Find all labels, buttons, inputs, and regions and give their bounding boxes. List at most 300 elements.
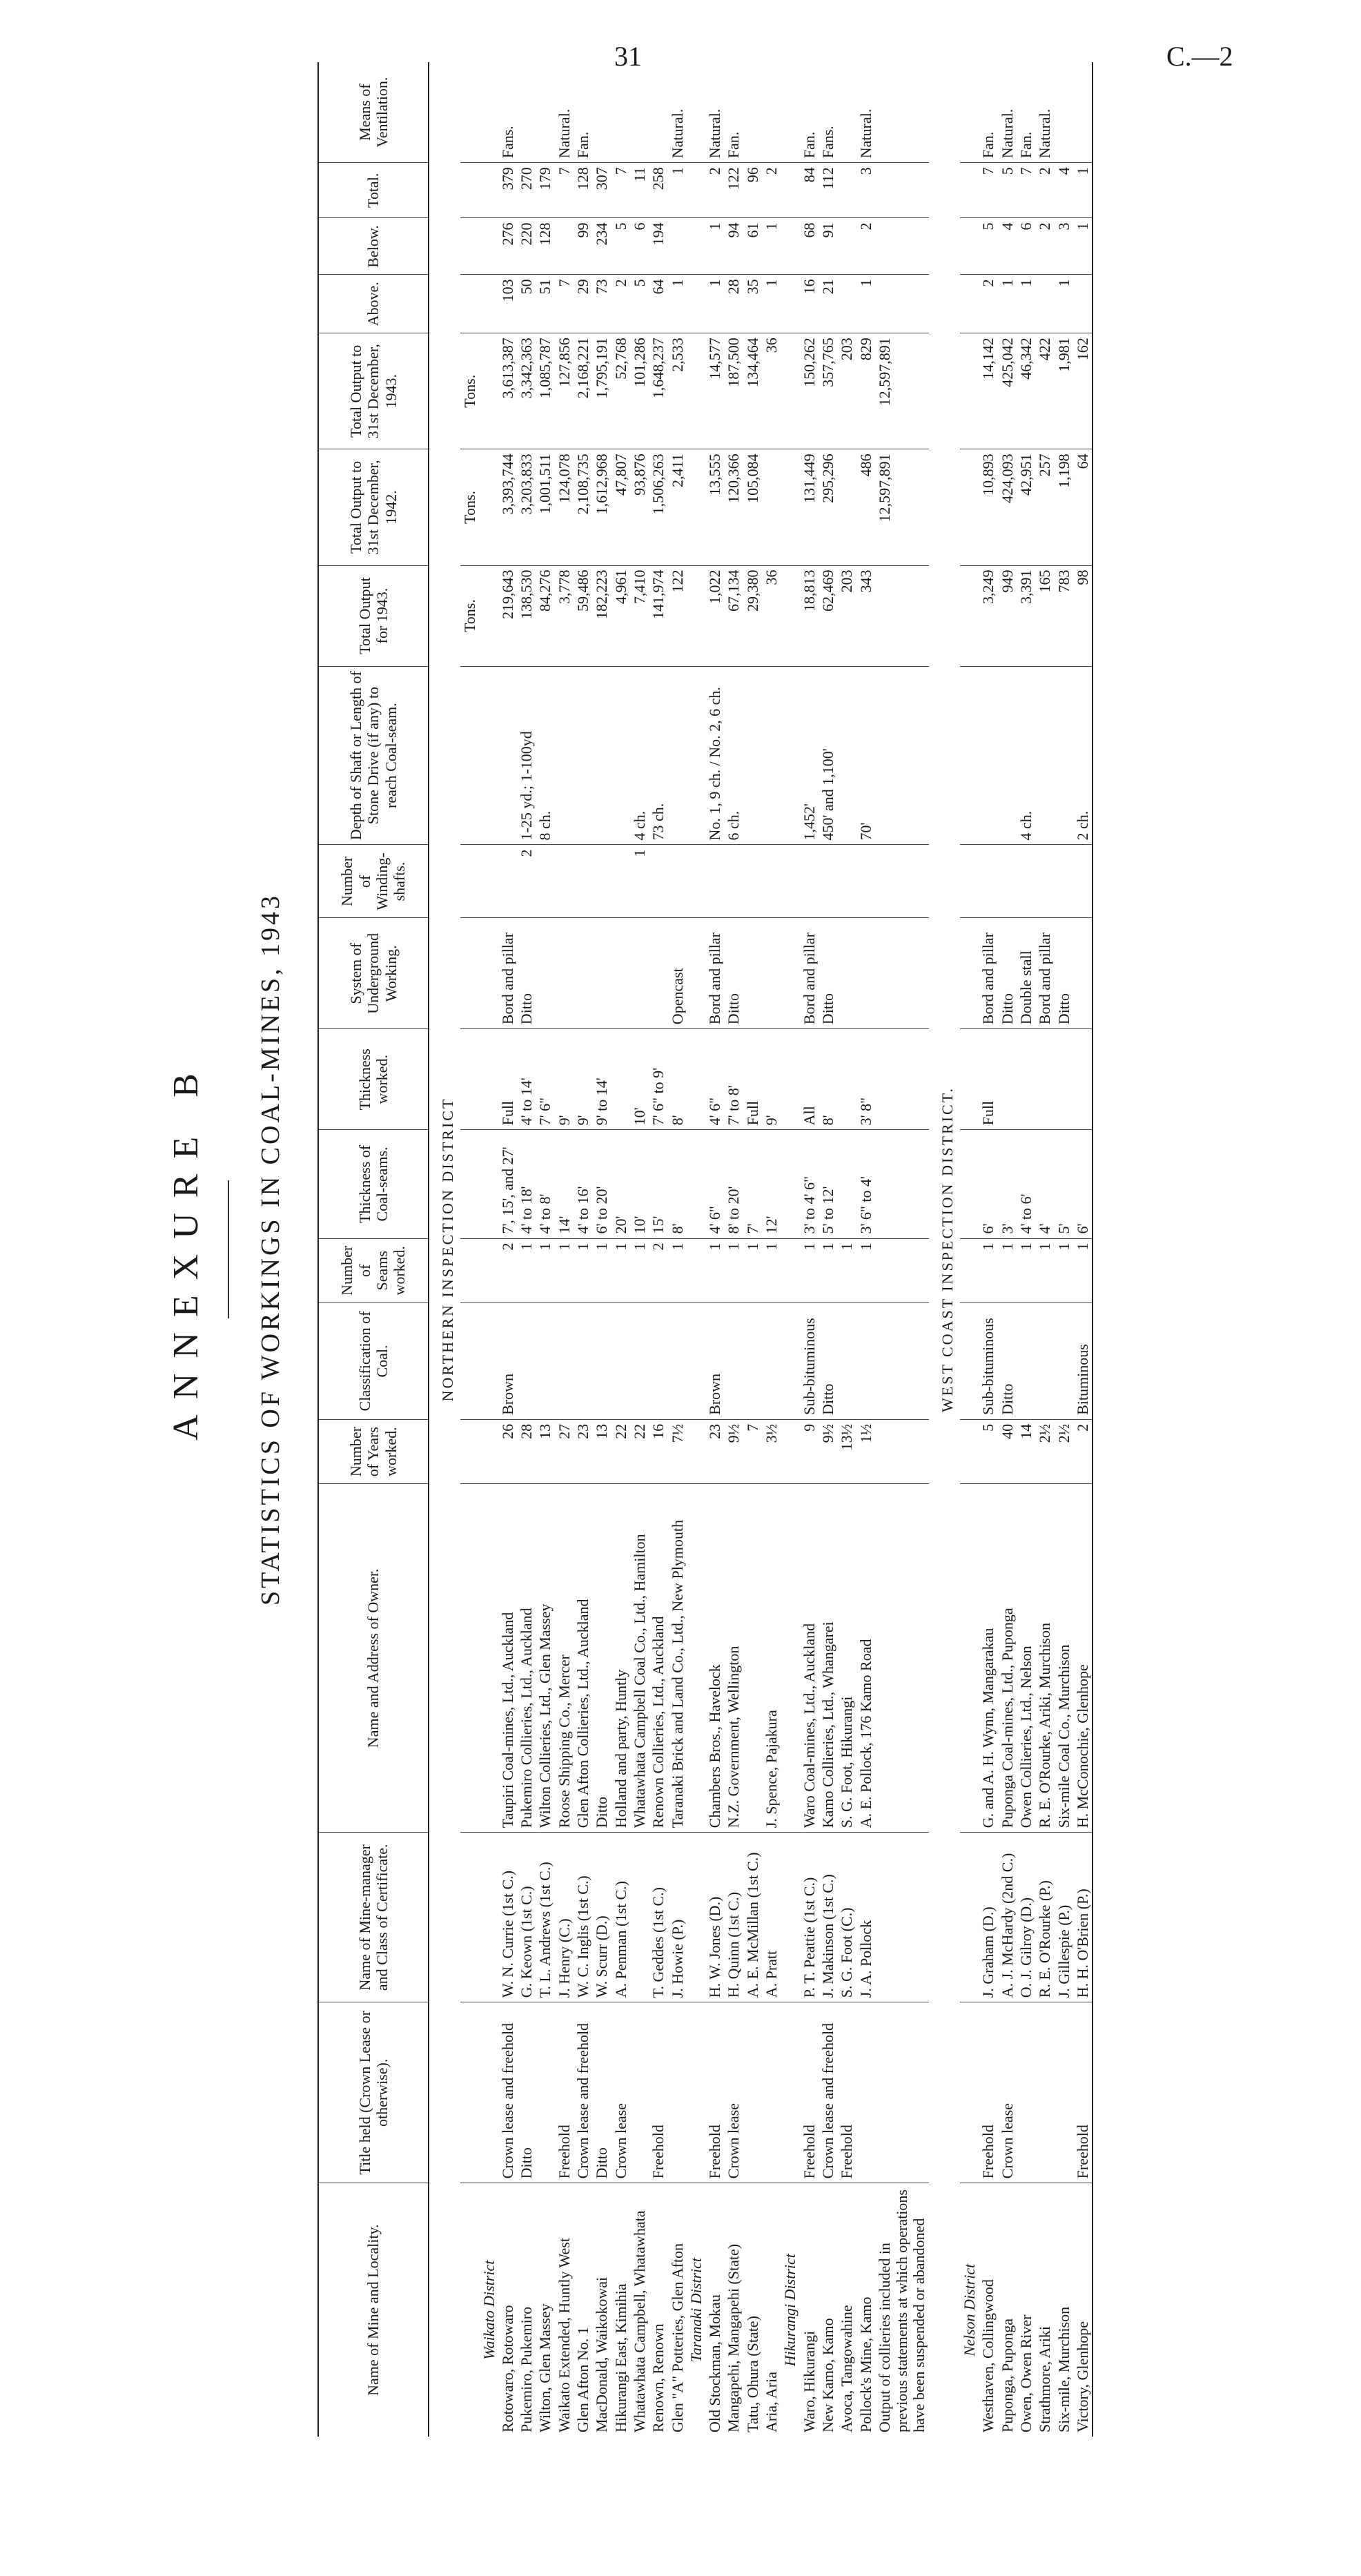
table-cell: [875, 1419, 929, 1484]
table-cell: 2: [705, 163, 724, 218]
table-cell: [743, 845, 762, 918]
table-cell: 379: [498, 163, 517, 218]
table-cell: [1055, 845, 1073, 918]
table-cell: [819, 845, 837, 918]
table-cell: Westhaven, Collingwood: [979, 2279, 997, 2432]
table-header-row: [318, 62, 429, 2437]
table-cell: 7: [743, 1419, 762, 1484]
table-cell: [630, 62, 649, 163]
table-cell: H. Quinn (1st C.): [724, 1833, 743, 2002]
table-cell: 6' to 20': [592, 1130, 611, 1238]
table-cell: 29: [574, 275, 592, 333]
col-header-total: Total.: [318, 163, 429, 218]
table-cell: 2½: [1035, 1419, 1054, 1484]
table-cell: 26: [498, 1419, 517, 1484]
empty-cell: [460, 1484, 479, 1833]
table-cell: 1: [1073, 163, 1093, 218]
table-cell: 1½: [856, 1419, 875, 1484]
table-cell: 35: [743, 275, 762, 333]
table-cell: 1,001,511: [536, 449, 554, 565]
table-cell: Six-mile, Murchison: [1055, 2306, 1073, 2432]
table-cell: Natural.: [668, 62, 687, 163]
table-cell: 46,342: [1017, 333, 1035, 449]
table-cell: 7,410: [630, 565, 649, 666]
table-cell: 150,262: [800, 333, 819, 449]
table-cell: Natural.: [555, 62, 574, 163]
table-cell: Opencast: [668, 918, 687, 1029]
table-cell: 829: [856, 333, 875, 449]
table-cell: [1073, 918, 1093, 1029]
table-cell: 4' to 14': [517, 1029, 536, 1130]
table-cell: 122: [668, 565, 687, 666]
table-row: [856, 62, 875, 2437]
table-cell: Puponga, Puponga: [998, 2319, 1016, 2432]
table-cell: Freehold: [837, 2002, 856, 2183]
table-cell: 1: [762, 1238, 781, 1303]
table-cell: Fan.: [724, 62, 743, 163]
table-cell: [743, 1303, 762, 1420]
col-header-shafts: Number of Winding-shafts.: [318, 845, 429, 918]
table-cell: 220: [517, 218, 536, 275]
table-cell: 1: [800, 1238, 819, 1303]
table-cell: [875, 1303, 929, 1420]
table-cell: Bord and pillar: [1035, 918, 1054, 1029]
table-cell: [630, 2002, 649, 2183]
table-cell: [611, 845, 630, 918]
table-row: [555, 62, 574, 2437]
table-cell: 70': [856, 666, 875, 845]
table-cell: 1: [630, 1238, 649, 1303]
table-cell: 36: [762, 565, 781, 666]
table-cell: 11: [630, 163, 649, 218]
table-cell: 7: [555, 275, 574, 333]
empty-cell: [781, 333, 799, 449]
table-cell: 12,597,891: [875, 333, 929, 449]
empty-cell: [460, 275, 479, 333]
table-cell: [875, 163, 929, 218]
table-cell: Ditto: [592, 2002, 611, 2183]
table-cell: 1: [574, 1238, 592, 1303]
table-cell: 1,198: [1055, 449, 1073, 565]
table-cell: 13: [592, 1419, 611, 1484]
table-cell: 1,981: [1055, 333, 1073, 449]
table-cell: Brown: [705, 1303, 724, 1420]
table-cell: 12,597,891: [875, 449, 929, 565]
table-cell: 219,643: [498, 565, 517, 666]
table-cell: Old Stockman, Mokau: [706, 2294, 724, 2432]
table-cell: Natural.: [998, 62, 1017, 163]
table-cell: 187,500: [724, 333, 743, 449]
table-cell: N.Z. Government, Wellington: [724, 1484, 743, 1833]
col-header-seam-thickness: Thickness of Coal-seams.: [318, 1130, 429, 1238]
table-cell: [837, 1303, 856, 1420]
table-cell: Crown lease and freehold: [574, 2002, 592, 2183]
table-cell: [800, 845, 819, 918]
table-cell: Sub-bituminous: [800, 1303, 819, 1420]
table-cell: 7½: [668, 1419, 687, 1484]
empty-cell: [960, 333, 979, 449]
table-cell: Waro Coal-mines, Ltd., Auckland: [800, 1484, 819, 1833]
table-cell: [837, 449, 856, 565]
table-cell: A. E. Pollock, 176 Kamo Road: [856, 1484, 875, 1833]
col-header-below: Below.: [318, 218, 429, 275]
table-cell: 1,452': [800, 666, 819, 845]
table-cell: Fans.: [498, 62, 517, 163]
empty-cell: [480, 2002, 498, 2183]
table-cell: 8 ch.: [536, 666, 554, 845]
table-cell: Natural.: [1035, 62, 1054, 163]
table-cell: 1: [998, 275, 1017, 333]
table-cell: 23: [574, 1419, 592, 1484]
table-cell: 62,469: [819, 565, 837, 666]
table-cell: 131,449: [800, 449, 819, 565]
empty-cell: [687, 275, 705, 333]
empty-cell: [480, 918, 498, 1029]
table-cell: 42,951: [1017, 449, 1035, 565]
table-cell: 27: [555, 1419, 574, 1484]
table-cell: [875, 918, 929, 1029]
table-cell: 94: [724, 218, 743, 275]
table-cell: [611, 62, 630, 163]
table-cell: 1: [998, 1238, 1017, 1303]
table-cell: 99: [574, 218, 592, 275]
table-cell: Glen Afton Collieries, Ltd., Auckland: [574, 1484, 592, 1833]
table-cell: 28: [724, 275, 743, 333]
empty-cell: [460, 918, 479, 1029]
empty-cell: [687, 1303, 705, 1420]
col-header-owner: Name and Address of Owner.: [318, 1484, 429, 1833]
table-cell: 3: [1055, 218, 1073, 275]
table-cell: Freehold: [705, 2002, 724, 2183]
table-cell: [1073, 1029, 1093, 1130]
sub-district-row: [960, 62, 979, 2437]
empty-cell: [960, 275, 979, 333]
table-cell: 18,813: [800, 565, 819, 666]
table-body: [429, 62, 1093, 2437]
table-row: [536, 62, 554, 2437]
table-cell: 1: [517, 1238, 536, 1303]
table-cell: 949: [998, 565, 1017, 666]
table-cell: Bord and pillar: [979, 918, 997, 1029]
table-cell: [1035, 666, 1054, 845]
table-cell: Freehold: [979, 2002, 997, 2183]
table-cell: Renown Collieries, Ltd., Auckland: [649, 1484, 667, 1833]
table-cell: [875, 845, 929, 918]
table-cell: 28: [517, 1419, 536, 1484]
table-cell: 1-25 yd.; 1-100yd: [517, 666, 536, 845]
table-cell: 1: [837, 1238, 856, 1303]
table-cell: Ditto: [998, 1303, 1017, 1420]
table-cell: W. N. Currie (1st C.): [498, 1833, 517, 2002]
table-cell: Freehold: [649, 2002, 667, 2183]
table-row: [819, 62, 837, 2437]
table-row: [800, 62, 819, 2437]
col-header-output-to-1943: Total Output to 31st December, 1943.: [318, 333, 429, 449]
empty-cell: [687, 333, 705, 449]
table-cell: 2,411: [668, 449, 687, 565]
table-cell: 61: [743, 218, 762, 275]
table-cell: 14': [555, 1130, 574, 1238]
table-cell: [875, 218, 929, 275]
table-row: [498, 62, 517, 2437]
empty-cell: [480, 1484, 498, 1833]
empty-cell: [480, 275, 498, 333]
table-cell: 2,168,221: [574, 333, 592, 449]
table-cell: [875, 62, 929, 163]
table-cell: [592, 1303, 611, 1420]
empty-cell: [460, 62, 479, 163]
table-cell: [592, 62, 611, 163]
table-cell: [875, 275, 929, 333]
table-cell: 91: [819, 218, 837, 275]
table-row: [762, 62, 781, 2437]
table-cell: 1: [668, 275, 687, 333]
table-cell: [837, 666, 856, 845]
col-header-seams: Number of Seams worked.: [318, 1238, 429, 1303]
table-cell: [875, 565, 929, 666]
empty-cell: [687, 1833, 705, 2002]
table-cell: 4' 6": [705, 1029, 724, 1130]
table-cell: Sub-bituminous: [979, 1303, 997, 1420]
table-cell: 9': [762, 1029, 781, 1130]
table-cell: Full: [979, 1029, 997, 1130]
table-cell: [574, 845, 592, 918]
table-cell: 1: [630, 845, 649, 918]
district-heading: WEST COAST INSPECTION DISTRICT.: [938, 1086, 956, 1412]
units-cell: Tons.: [460, 565, 479, 666]
empty-cell: [781, 1484, 799, 1833]
empty-cell: [460, 2002, 479, 2183]
table-cell: 3,342,363: [517, 333, 536, 449]
empty-cell: [781, 1303, 799, 1420]
table-cell: [536, 918, 554, 1029]
table-cell: A. E. McMillan (1st C.): [743, 1833, 762, 2002]
table-cell: 22: [611, 1419, 630, 1484]
table-cell: Natural.: [856, 62, 875, 163]
table-cell: G. and A. H. Wynn, Mangarakau: [979, 1484, 997, 1833]
table-cell: 258: [649, 163, 667, 218]
table-cell: 52,768: [611, 333, 630, 449]
table-cell: [498, 845, 517, 918]
table-cell: Crown lease: [998, 2002, 1017, 2183]
empty-cell: [687, 666, 705, 845]
table-cell: Double stall: [1017, 918, 1035, 1029]
table-row: [1017, 62, 1035, 2437]
table-cell: 1,506,263: [649, 449, 667, 565]
table-cell: Owen Collieries, Ltd., Nelson: [1017, 1484, 1035, 1833]
table-cell: Roose Shipping Co., Mercer: [555, 1484, 574, 1833]
table-subtitle: STATISTICS OF WORKINGS IN COAL-MINES, 1943: [256, 893, 285, 1606]
empty-cell: [480, 218, 498, 275]
empty-cell: [687, 1484, 705, 1833]
table-cell: 234: [592, 218, 611, 275]
table-cell: Kamo Collieries, Ltd., Whangarei: [819, 1484, 837, 1833]
table-cell: Owen, Owen River: [1017, 2314, 1035, 2432]
table-cell: 127,856: [555, 333, 574, 449]
empty-cell: [960, 163, 979, 218]
empty-cell: [781, 218, 799, 275]
empty-cell: [460, 1303, 479, 1420]
table-cell: 1: [668, 163, 687, 218]
table-cell: [574, 1303, 592, 1420]
empty-cell: [480, 565, 498, 666]
table-cell: Wilton Collieries, Ltd., Glen Massey: [536, 1484, 554, 1833]
empty-cell: [781, 565, 799, 666]
table-row: [998, 62, 1017, 2437]
table-cell: 4,961: [611, 565, 630, 666]
table-cell: [762, 666, 781, 845]
table-cell: [1055, 62, 1073, 163]
table-cell: J. Gillespie (P.): [1055, 1833, 1073, 2002]
empty-cell: [687, 163, 705, 218]
table-cell: 101,286: [630, 333, 649, 449]
table-cell: 1: [1017, 1238, 1035, 1303]
coal-mines-statistics-table: [317, 62, 1093, 2437]
table-cell: [555, 918, 574, 1029]
empty-cell: [781, 1419, 799, 1484]
table-cell: 6: [630, 218, 649, 275]
table-cell: 50: [517, 275, 536, 333]
table-cell: Ditto: [819, 1303, 837, 1420]
table-cell: 424,093: [998, 449, 1017, 565]
table-cell: [724, 845, 743, 918]
table-cell: [837, 275, 856, 333]
table-cell: [875, 1238, 929, 1303]
table-cell: 64: [649, 275, 667, 333]
table-cell: 47,807: [611, 449, 630, 565]
table-cell: [649, 845, 667, 918]
table-cell: 2: [498, 1238, 517, 1303]
table-cell: O. J. Gilroy (D.): [1017, 1833, 1035, 2002]
page-number: 31: [614, 41, 642, 72]
table-cell: [592, 918, 611, 1029]
table-cell: [555, 845, 574, 918]
table-cell: 93,876: [630, 449, 649, 565]
empty-cell: [960, 1029, 979, 1130]
table-cell: [611, 1303, 630, 1420]
table-cell: 134,464: [743, 333, 762, 449]
table-cell: 1: [555, 1238, 574, 1303]
table-cell: 7: [1017, 163, 1035, 218]
empty-cell: [460, 163, 479, 218]
table-row: [630, 62, 649, 2437]
table-cell: 783: [1055, 565, 1073, 666]
table-cell: [762, 449, 781, 565]
table-cell: [856, 845, 875, 918]
table-cell: [668, 218, 687, 275]
table-cell: 103: [498, 275, 517, 333]
rotated-table-sheet: [152, 62, 1228, 2437]
table-row: [875, 62, 929, 2437]
table-cell: 2 ch.: [1073, 666, 1093, 845]
table-cell: H. H. O'Brien (P.): [1073, 1833, 1093, 2002]
table-cell: Taranaki Brick and Land Co., Ltd., New Plymouth: [668, 1484, 687, 1833]
table-cell: Ditto: [998, 918, 1017, 1029]
empty-cell: [781, 1238, 799, 1303]
table-cell: 3,203,833: [517, 449, 536, 565]
table-row: [517, 62, 536, 2437]
table-cell: 1: [762, 275, 781, 333]
table-cell: Freehold: [555, 2002, 574, 2183]
table-cell: [762, 2002, 781, 2183]
table-cell: Rotowaro, Rotowaro: [498, 2305, 516, 2432]
table-cell: Hikurangi East, Kimihia: [611, 2283, 629, 2432]
table-cell: [649, 1303, 667, 1420]
table-cell: 22: [630, 1419, 649, 1484]
table-cell: Full: [498, 1029, 517, 1130]
table-cell: Renown, Renown: [649, 2323, 667, 2432]
table-cell: [875, 1130, 929, 1238]
table-cell: [762, 845, 781, 918]
table-cell: [668, 1303, 687, 1420]
table-cell: [1035, 2002, 1054, 2183]
table-cell: 4 ch.: [630, 666, 649, 845]
table-cell: 425,042: [998, 333, 1017, 449]
sub-district-row: [781, 62, 799, 2437]
table-cell: 2,108,735: [574, 449, 592, 565]
empty-cell: [960, 1130, 979, 1238]
table-cell: 9': [555, 1029, 574, 1130]
table-cell: Wilton, Glen Massey: [536, 2303, 554, 2432]
table-cell: 450' and 1,100': [819, 666, 837, 845]
table-cell: A. Penman (1st C.): [611, 1833, 630, 2002]
table-cell: 128: [536, 218, 554, 275]
empty-cell: [781, 1130, 799, 1238]
table-cell: T. Geddes (1st C.): [649, 1833, 667, 2002]
table-cell: [592, 666, 611, 845]
table-row: [979, 62, 997, 2437]
table-cell: 295,296: [819, 449, 837, 565]
table-cell: Ditto: [1055, 918, 1073, 1029]
table-row: [611, 62, 630, 2437]
table-cell: 128: [574, 163, 592, 218]
empty-cell: [687, 218, 705, 275]
table-row: [1073, 62, 1093, 2437]
table-cell: Holland and party, Huntly: [611, 1484, 630, 1833]
table-row: [592, 62, 611, 2437]
table-cell: [837, 1130, 856, 1238]
table-cell: 6 ch.: [724, 666, 743, 845]
table-cell: Crown lease and freehold: [819, 2002, 837, 2183]
table-cell: 5: [979, 1419, 997, 1484]
empty-cell: [460, 1130, 479, 1238]
table-cell: 343: [856, 565, 875, 666]
table-cell: Pukemiro, Pukemiro: [518, 2306, 536, 2432]
table-cell: [555, 218, 574, 275]
table-cell: Crown lease: [611, 2002, 630, 2183]
table-cell: 2: [611, 275, 630, 333]
table-cell: 84,276: [536, 565, 554, 666]
annexure-title: ANNEXURE B: [166, 1058, 206, 1441]
col-header-years: Number of Years worked.: [318, 1419, 429, 1484]
table-cell: Fan.: [979, 62, 997, 163]
table-cell: [1073, 62, 1093, 163]
table-cell: Bituminous: [1073, 1303, 1093, 1420]
table-cell: [1035, 845, 1054, 918]
table-cell: Fans.: [819, 62, 837, 163]
table-cell: 7' 6": [536, 1029, 554, 1130]
table-cell: Mangapehi, Mangapehi (State): [725, 2243, 743, 2432]
table-cell: Waro, Hikurangi: [800, 2330, 818, 2432]
table-cell: 1: [1055, 1238, 1073, 1303]
table-row: [668, 62, 687, 2437]
table-cell: [517, 62, 536, 163]
table-cell: 15': [649, 1130, 667, 1238]
table-cell: 1,648,237: [649, 333, 667, 449]
empty-cell: [781, 845, 799, 918]
empty-cell: [480, 449, 498, 565]
table-cell: J. Makinson (1st C.): [819, 1833, 837, 2002]
